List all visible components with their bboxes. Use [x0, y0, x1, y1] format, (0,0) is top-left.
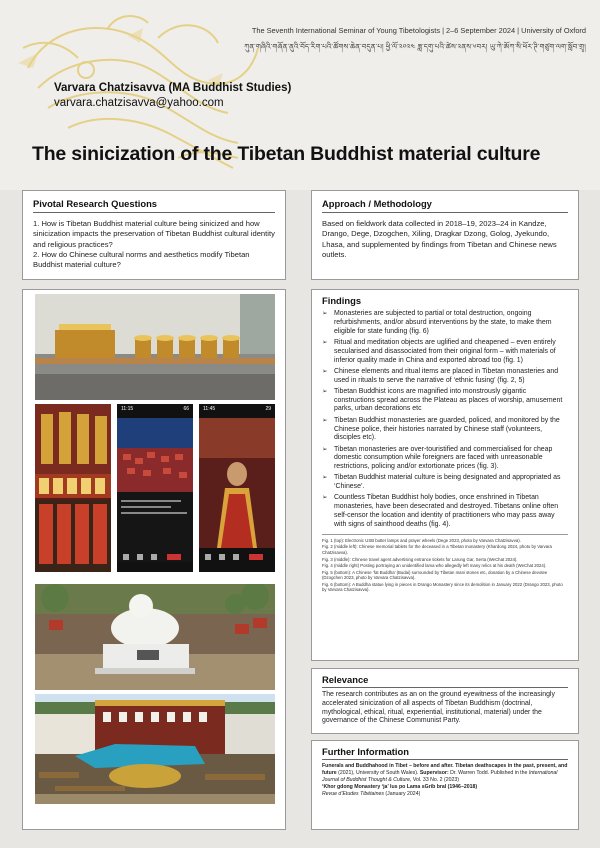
- figure-caption: Fig. 5 (bottom): A Chinese ‘fat Buddha’ (Budai) surrounded by Tibetan mani stones etc, donation by a Chinese devotee (Dzogchen 2023, photo by Varvara Chatzisavva).: [322, 569, 548, 581]
- findings-heading: Findings: [322, 295, 362, 306]
- finding-item: ➢ Monasteries are subjected to partial or total destruction, ongoing refurbishments, and/or absurd interventions by the state, to make them eligible for state funding (fig. 6): [322, 310, 568, 336]
- finding-item: ➢ Tibetan Buddhist icons are magnified into monstrously gigantic constructions spread across the Plateau as places of worship, amusement parks, urban decorations etc: [322, 388, 568, 414]
- relevance-heading: Relevance: [322, 674, 568, 688]
- approach-heading: Approach / Methodology: [322, 198, 568, 213]
- figure-caption: Fig. 2 (middle left): Chinese memorial tablets for the deceased in a Tibetan monastery (Khardong 2024, photo by Varvara Chatzisavva).: [322, 544, 552, 555]
- research-question-1: 1. How is Tibetan Buddhist material culture being sinicized and how sinicization impacts the preservation of Tibetan Buddhist cultural identity and religious practices?: [33, 219, 275, 249]
- research-questions-heading: Pivotal Research Questions: [33, 198, 275, 213]
- further-information-heading: Further Information: [322, 746, 568, 760]
- finding-item: ➢ Countless Tibetan Buddhist holy bodies, once enshrined in Tibetan monasteries, have been desecrated and destroyed. Tibetans online often self-censor the location and identity of practitioners who may pass away with signs of sainthood deaths (fig. 4).: [322, 494, 568, 529]
- finding-item: ➢ Tibetan Buddhist monasteries are guarded, policed, and monitored by the Chinese police, their histories narrated by Chinese staff (volunteers, disciples etc).: [322, 417, 568, 443]
- seminar-info-tibetan: ཀུན་གཞིའི་གཞོན་ནུའི་བོད་རིག་པའི་ཚོགས་ཆེན་བདུན་པ། ཕྱི་ལོ་༢༠༢༤ ཟླ་དགུ་པའི་ཚེས་༢ནས་༦བར། ཡུ་ཀེ་ཨོཀ་སི་ཕོར་ཊི་གཙུག་ལག་སློབ་གྲྭ།: [244, 44, 586, 51]
- finding-item: ➢ Ritual and meditation objects are uglified and cheapened – even entirely secularised and disassociated from their original form – with materials of inferior quality made in China and exported abroad too (fig. 1): [322, 339, 568, 365]
- figure-caption: Fig. 4 (middle right) Posting portraying an unidentified lama who allegedly left many relics at his death (WeChat 2024).: [322, 563, 547, 569]
- research-questions-panel: [22, 190, 286, 280]
- fig5-fat-buddha-photo: [35, 584, 275, 690]
- author-email[interactable]: varvara.chatzisavva@yahoo.com: [54, 97, 224, 109]
- research-question-2: 2. How do Chinese cultural norms and aesthetics modify Tibetan Buddhist material culture?: [33, 249, 250, 269]
- reference-2: ‘Khor gdong Monastery ‘ja’ lus po Lama sGrib bral (1946–2018) Revue d’Etudes Tibétaines (January 2024): [322, 784, 478, 798]
- figure-caption: Fig. 1 (top): Electronic USB butter lamps and prayer wheels (Dege 2023, photo by Varvara Chatzisavva).: [322, 537, 521, 543]
- figure-caption: Fig. 3 (middle): Chinese travel agent advertising entrance tickets for Larung Gar, Serta (WeChat 2024).: [322, 556, 518, 562]
- fig1-butter-lamps-photo: [35, 294, 275, 400]
- approach-text: Based on fieldwork data collected in 2018–19, 2023–24 in Kandze, Drango, Dege, Dzogchen, Xiling, Dragkar Dzong, Golog, Jyekundo, Lhasa, and supplemented by findings from Tibetan and Chinese news outlets.: [322, 219, 557, 259]
- finding-item: ➢ Chinese elements and ritual items are placed in Tibetan monasteries and used in rituals to serve the narrative of ‘ethnic fusing’ (fig. 2, 5): [322, 368, 568, 386]
- fig3-travel-agent-screenshot: [117, 404, 193, 572]
- photo-column: [22, 289, 286, 830]
- fig6-monastery-photo: [35, 694, 275, 804]
- phone-status-time: 11:45: [203, 406, 216, 412]
- relevance-panel: [311, 668, 579, 734]
- finding-item: ➢ Tibetan monasteries are over-touristified and commercialised for cheap domestic consumption while foreigners are faced with unreasonable restrictions, policing and/or extortionate prices (fig. 3).: [322, 446, 568, 472]
- reference-1: Funerals and Buddhahood in Tibet – before and after. Tibetan deathscapes in the past, present, and future (2021), University of South Wales). Supervisor: Dr. Warren Todd. Published in the International Journal of Buddhist Thought & Culture, Vol. 33 No. 2 (2023): [322, 763, 568, 784]
- author-name: Varvara Chatzisavva (MA Buddhist Studies): [54, 82, 292, 94]
- figure-captions: [322, 534, 568, 593]
- phone-status-battery: 66: [183, 406, 189, 412]
- poster-title: The sinicization of the Tibetan Buddhist material culture: [32, 143, 541, 165]
- phone-status-battery: 29: [265, 406, 271, 412]
- findings-list: [322, 310, 568, 530]
- seminar-info: The Seventh International Seminar of Young Tibetologists | 2–6 September 2024 | University of Oxford: [251, 26, 586, 35]
- fig4-lama-posting-screenshot: [199, 404, 275, 572]
- fig2-memorial-tablets-photo: [35, 404, 111, 572]
- findings-panel: [311, 289, 579, 661]
- poster-header: [0, 0, 600, 190]
- figure-caption: Fig. 6 (bottom): A Buddha statue lying in pieces in Drango Monastery since its demolition in January 2022 (Drango 2023, photo by Varvara Chatzisavva).: [322, 581, 563, 593]
- relevance-text: The research contributes as an on the ground eyewitness of the increasingly accelerated sinicization of all aspects of Tibetan Buddhism (doctrinal, mythological, ethical, ritual, experiential, institutional, material) under the governance of the Chinese Communist Party.: [322, 691, 555, 725]
- finding-item: ➢ Tibetan Buddhist material culture is being designated and appropriated as ‘Chinese’.: [322, 474, 568, 492]
- phone-status-time: 11:15: [121, 406, 134, 412]
- further-information-panel: [311, 740, 579, 830]
- approach-panel: [311, 190, 579, 280]
